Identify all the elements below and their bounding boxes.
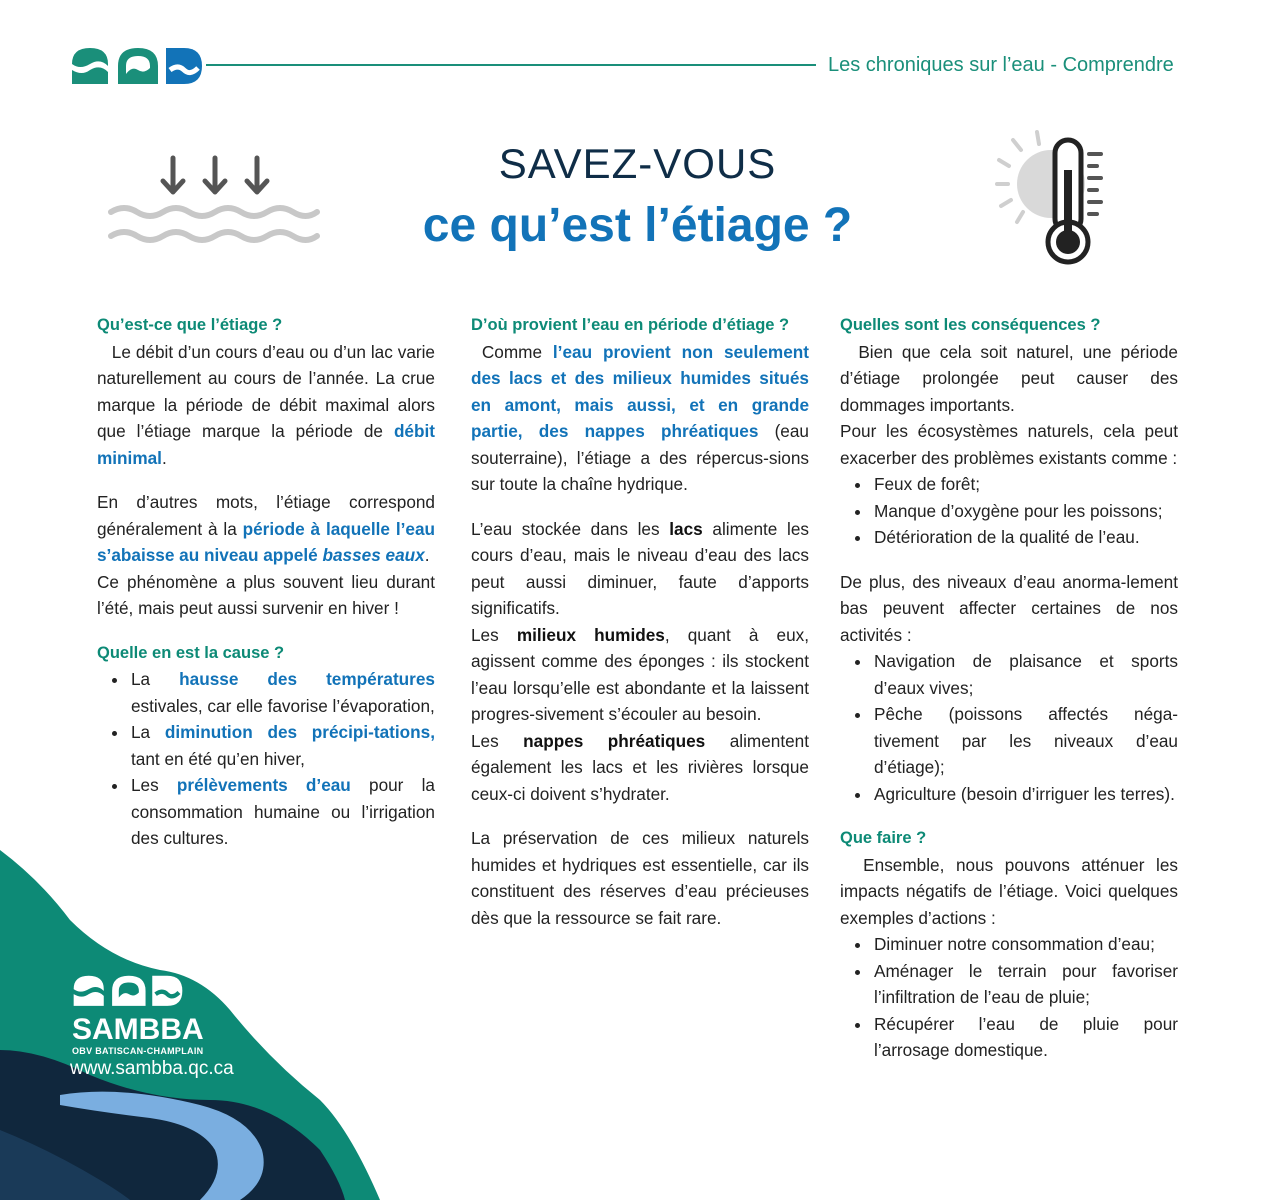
thermometer-sun-icon [995,130,1110,270]
list-item: • Aménager le terrain pour favoriser l’infiltration de l’eau de pluie; [872,958,1178,1011]
list-item: • Manque d’oxygène pour les poissons; [872,498,1178,525]
list-item: • Détérioration de la qualité de l’eau. [872,524,1178,551]
column-what-is [97,312,435,852]
paragraph: Ensemble, nous pouvons atténuer les impacts négatifs de l’étiage. Voici quelques exemples d’actions : [840,854,1178,928]
cause-list [97,666,435,852]
paragraph: Ce phénomène a plus souvent lieu durant l’été, mais peut aussi survenir en hiver ! [97,571,435,618]
list-item: • La diminution des précipi-tations, tant en été qu’en hiver, [129,719,435,772]
list-item: • Récupérer l’eau de pluie pour l’arrosage domestique. [872,1011,1178,1064]
column-consequences [840,312,1178,1064]
heading-water-source: D’où provient l’eau en période d’étiage ? [471,316,790,334]
list-item: • Navigation de plaisance et sports d’eaux vives; [872,648,1178,701]
actions-list [840,931,1178,1064]
heading-what-to-do: Que faire ? [840,829,927,847]
sambba-logo-icon [70,44,204,86]
heading-cause: Quelle en est la cause ? [97,643,285,662]
paragraph: La préservation de ces milieux naturels humides et hydriques est essentielle, car ils constituent des réserves d’eau précieuses dès que la ressource se fait rare. [471,828,809,928]
paragraph: Comme l’eau provient non seulement des lacs et des milieux humides situés en amont, mais aussi, et en grande partie, des nappes phréatiques (eau souterraine), l’étiage a des répercus-sions sur toute la chaîne hydrique. [471,341,809,494]
list-item: • Les prélèvements d’eau pour la consommation humaine ou l’irrigation des cultures. [129,772,435,852]
brand-name: SAMBBA [72,1013,204,1046]
paragraph: Le débit d’un cours d’eau ou d’un lac varie naturellement au cours de l’année. La crue marque la période de débit maximal alors que l’étiage marque la période de débit minimal. [97,341,435,468]
brand-subtitle: OBV BATISCAN-CHAMPLAIN [72,1046,204,1056]
paragraph: L’eau stockée dans les lacs alimente les cours d’eau, mais le niveau d’eau des lacs peut aussi diminuer, faute d’apports significatifs. [471,518,809,618]
brand-url[interactable]: www.sambba.qc.ca [70,1058,234,1079]
list-item: • La hausse des températures estivales, car elle favorise l’évaporation, [129,666,435,719]
heading-consequences: Quelles sont les conséquences ? [840,316,1101,334]
list-item: • Pêche (poissons affectés néga-tivement par les niveaux d’eau d’étiage); [872,701,1178,781]
header-rule [206,64,816,66]
column-water-source [471,312,809,931]
page-title-line2: ce qu’est l’étiage ? [422,199,853,252]
paragraph: En d’autres mots, l’étiage correspond généralement à la période à laquelle l’eau s’abaisse au niveau appelé basses eaux. [97,492,435,565]
paragraph: Pour les écosystèmes naturels, cela peut exacerber des problèmes existants comme : [840,421,1178,468]
activities-list [840,648,1178,807]
list-item: • Feux de forêt; [872,471,1178,498]
paragraph: Les milieux humides, quant à eux, agissent comme des éponges : ils stockent l’eau lorsqu’elle est abondante et la laissent progres-sivement s’écouler au besoin. [471,624,809,724]
heading-what-is: Qu’est-ce que l’étiage ? [97,316,283,334]
paragraph: De plus, des niveaux d’eau anorma-lement bas peuvent affecter certaines de nos activités : [840,571,1178,645]
ecosystem-list [840,471,1178,551]
paragraph: Les nappes phréatiques alimentent également les lacs et les rivières lorsque ceux-ci doivent s’hydrater. [471,730,809,804]
list-item: • Diminuer notre consommation d’eau; [872,931,1178,958]
paragraph: Bien que cela soit naturel, une période d’étiage prolongée peut causer des dommages importants. [840,341,1178,415]
list-item: • Agriculture (besoin d’irriguer les terres). [872,781,1178,808]
series-label: Les chroniques sur l’eau - Comprendre [828,54,1174,76]
page-title-line1: SAVEZ-VOUS [498,140,777,187]
sambba-brand-logo-icon [72,972,184,1008]
